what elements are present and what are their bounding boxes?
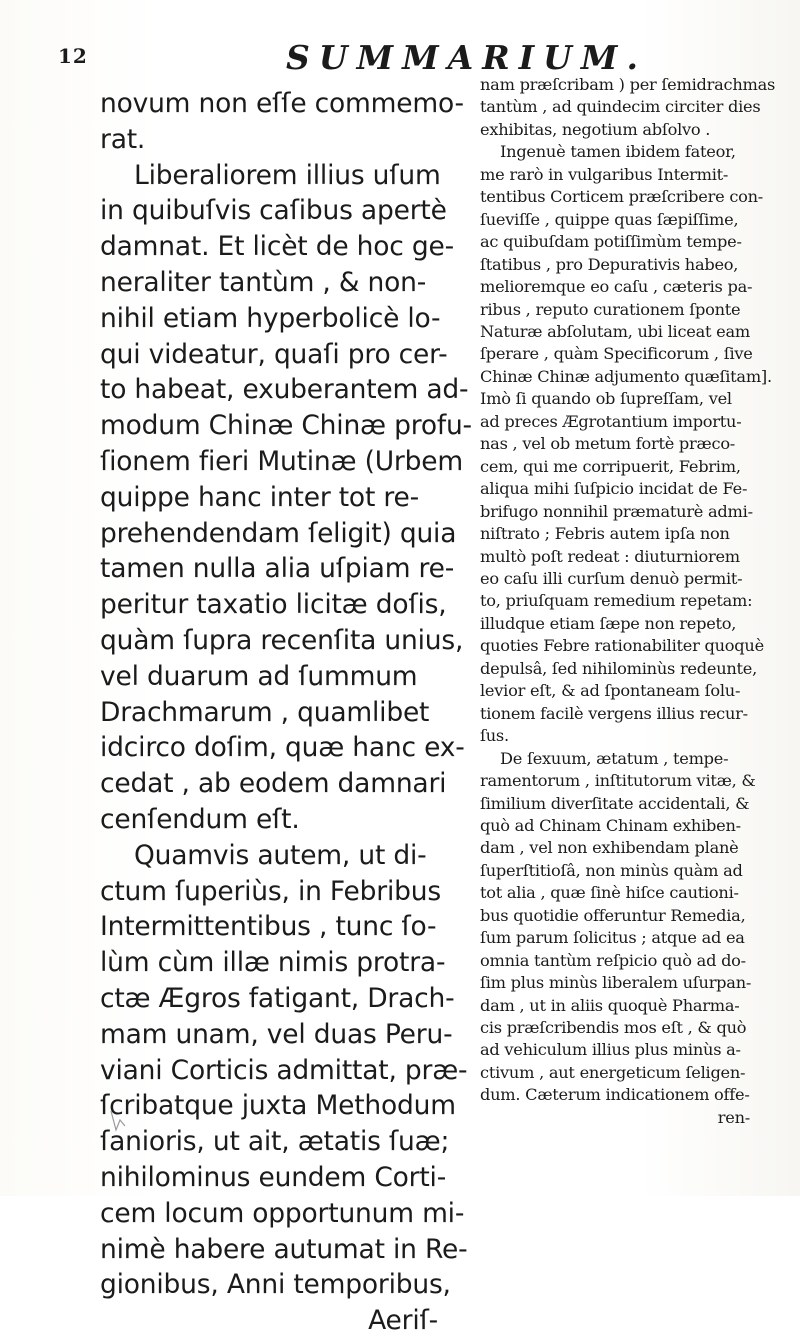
text-line: qui videatur, quaſi pro cer- <box>100 338 448 370</box>
text-line: Ingenuè tamen ibidem fateor, <box>500 142 736 162</box>
text-line: Quamvis autem, ut di- <box>134 839 427 871</box>
text-line: tionem facilè vergens illius recur- <box>480 703 748 723</box>
text-line: ſcribatque juxta Methodum <box>100 1090 456 1122</box>
text-line: depulsâ, ſed nihilominùs redeunte, <box>480 658 758 678</box>
text-line: Drachmarum , quamlibet <box>100 696 430 728</box>
text-line: multò poſt redeat : diuturniorem <box>480 546 740 566</box>
text-line: to habeat, exuberantem ad- <box>100 374 469 406</box>
text-line: ad preces Ægrotantium importu- <box>480 411 742 431</box>
text-line: ramentorum , inſtitutorum vitæ, & <box>480 771 756 791</box>
text-line: prehendendam ſeligit) quia <box>100 517 457 549</box>
text-line: dam , ut in aliis quoquè Pharma- <box>480 995 740 1015</box>
page-number: 12 <box>58 44 88 68</box>
text-line: ctivum , aut energeticum ſeligen- <box>480 1062 746 1082</box>
text-line: cem, qui me corripuerit, Febrim, <box>480 456 741 476</box>
text-line: nihil etiam hyperbolicè lo- <box>100 302 441 334</box>
text-line: levior eſt, & ad ſpontaneam ſolu- <box>480 681 741 701</box>
text-line: quàm ſupra recenſita unius, <box>100 624 464 656</box>
text-line: viani Corticis admittat, præ- <box>100 1054 468 1086</box>
text-line: ſim plus minùs liberalem uſurpan- <box>480 973 752 993</box>
text-line: to, priuſquam remedium repetam: <box>480 591 753 611</box>
text-line: ſus. <box>480 726 509 746</box>
text-line: vel duarum ad ſummum <box>100 660 418 692</box>
text-line: Chinæ Chinæ adjumento quæſitam]. <box>480 366 772 386</box>
text-line: omnia tantùm reſpicio quò ad do- <box>480 950 746 970</box>
text-line: exhibitas, negotium abſolvo . <box>480 119 711 139</box>
text-line: modum Chinæ Chinæ profu- <box>100 410 472 442</box>
text-line: rat. <box>100 123 146 155</box>
text-line: bus quotidie offeruntur Remedia, <box>480 905 746 925</box>
text-line: niſtrato ; Febris autem ipſa non <box>480 524 730 544</box>
catchword: Aeriſ- <box>368 1305 438 1337</box>
text-line: ac quibuſdam potiſſimùm tempe- <box>480 232 742 252</box>
text-line: ctum ſuperiùs, in Febribus <box>100 875 441 907</box>
text-line: cem locum opportunum mi- <box>100 1197 465 1229</box>
text-line: ſanioris, ut ait, ætatis ſuæ; <box>100 1126 450 1158</box>
text-line: tantùm , ad quindecim circiter dies <box>480 97 761 117</box>
text-line: idcirco doſim, quæ hanc ex- <box>100 732 465 764</box>
text-line: lùm cùm illæ nimis protra- <box>100 947 446 979</box>
text-line: dam , vel non exhibendam planè <box>480 838 739 858</box>
text-line: tentibus Corticem præſcribere con- <box>480 187 764 207</box>
text-line: ſimilium diverſitate accidentali, & <box>480 793 750 813</box>
text-line: dum. Cæterum indicationem offe- <box>480 1085 750 1105</box>
text-line: ſionem fieri Mutinæ (Urbem <box>100 445 463 477</box>
text-line: quoties Febre rationabiliter quoquè <box>480 636 764 656</box>
text-line: peritur taxatio licitæ doſis, <box>100 589 447 621</box>
text-line: ſperare , quàm Specificorum , ſive <box>480 344 753 364</box>
text-line: Naturæ abſolutam, ubi liceat eam <box>480 321 750 341</box>
text-line: nam præſcribam ) per ſemidrachmas <box>480 75 776 94</box>
text-line: neraliter tantùm , & non- <box>100 266 427 298</box>
text-line: in quibuſvis caſibus apertè <box>100 195 447 227</box>
text-line: ctæ Ægros fatigant, Drach- <box>100 982 455 1014</box>
text-line: ribus , reputo curationem ſponte <box>480 299 741 319</box>
page-title: SUMMARIUM. <box>286 38 647 77</box>
text-line: mam unam, vel duas Peru- <box>100 1018 453 1050</box>
text-line: illudque etiam ſæpe non repeto, <box>480 613 737 633</box>
text-line: Imò ſi quando ob ſupreſſam, vel <box>480 389 732 409</box>
text-line: ſum parum ſolicitus ; atque ad ea <box>480 928 745 948</box>
text-line: ſuperſtitioſâ, non minùs quàm ad <box>480 860 743 880</box>
stray-pen-mark <box>108 1108 128 1134</box>
text-line: damnat. Et licèt de hoc ge- <box>100 231 454 263</box>
text-line: quippe hanc inter tot re- <box>100 481 419 513</box>
text-line: nihilominus eundem Corti- <box>100 1161 447 1193</box>
left-column <box>100 86 472 1339</box>
text-line: cis præſcribendis mos eſt , & quò <box>480 1018 747 1038</box>
text-line: gionibus, Anni temporibus, <box>100 1269 451 1301</box>
text-line: tamen nulla alia uſpiam re- <box>100 553 455 585</box>
text-line: aliqua mihi ſuſpicio incidat de Fe- <box>480 479 748 499</box>
text-line: novum non eſſe commemo- <box>100 88 464 119</box>
text-line: ſtatibus , pro Depurativis habeo, <box>480 254 739 274</box>
catchword: ren- <box>717 1107 750 1127</box>
text-line: tot alia , quæ ſinè hiſce cautioni- <box>480 883 739 903</box>
text-line: nas , vel ob metum fortè præco- <box>480 434 736 454</box>
text-line: nimè habere autumat in Re- <box>100 1233 468 1265</box>
text-line: melioremque eo caſu , cæteris pa- <box>480 277 753 297</box>
text-line: brifugo nonnihil præmaturè admi- <box>480 501 753 521</box>
text-line: Liberaliorem illius uſum <box>134 159 441 191</box>
text-line: ſueviſſe , quippe quas ſæpiſſime, <box>480 209 739 229</box>
right-column <box>480 74 780 1129</box>
text-line: Intermittentibus , tunc ſo- <box>100 911 437 943</box>
text-line: cenſendum eſt. <box>100 803 300 835</box>
text-line: eo caſu illi curſum denuò permit- <box>480 568 743 588</box>
text-line: De ſexuum, ætatum , tempe- <box>500 748 729 768</box>
text-line: me rarò in vulgaribus Intermit- <box>480 164 729 184</box>
text-line: quò ad Chinam Chinam exhiben- <box>480 815 741 835</box>
text-line: cedat , ab eodem damnari <box>100 768 447 800</box>
text-line: ad vehiculum illius plus minùs a- <box>480 1040 741 1060</box>
